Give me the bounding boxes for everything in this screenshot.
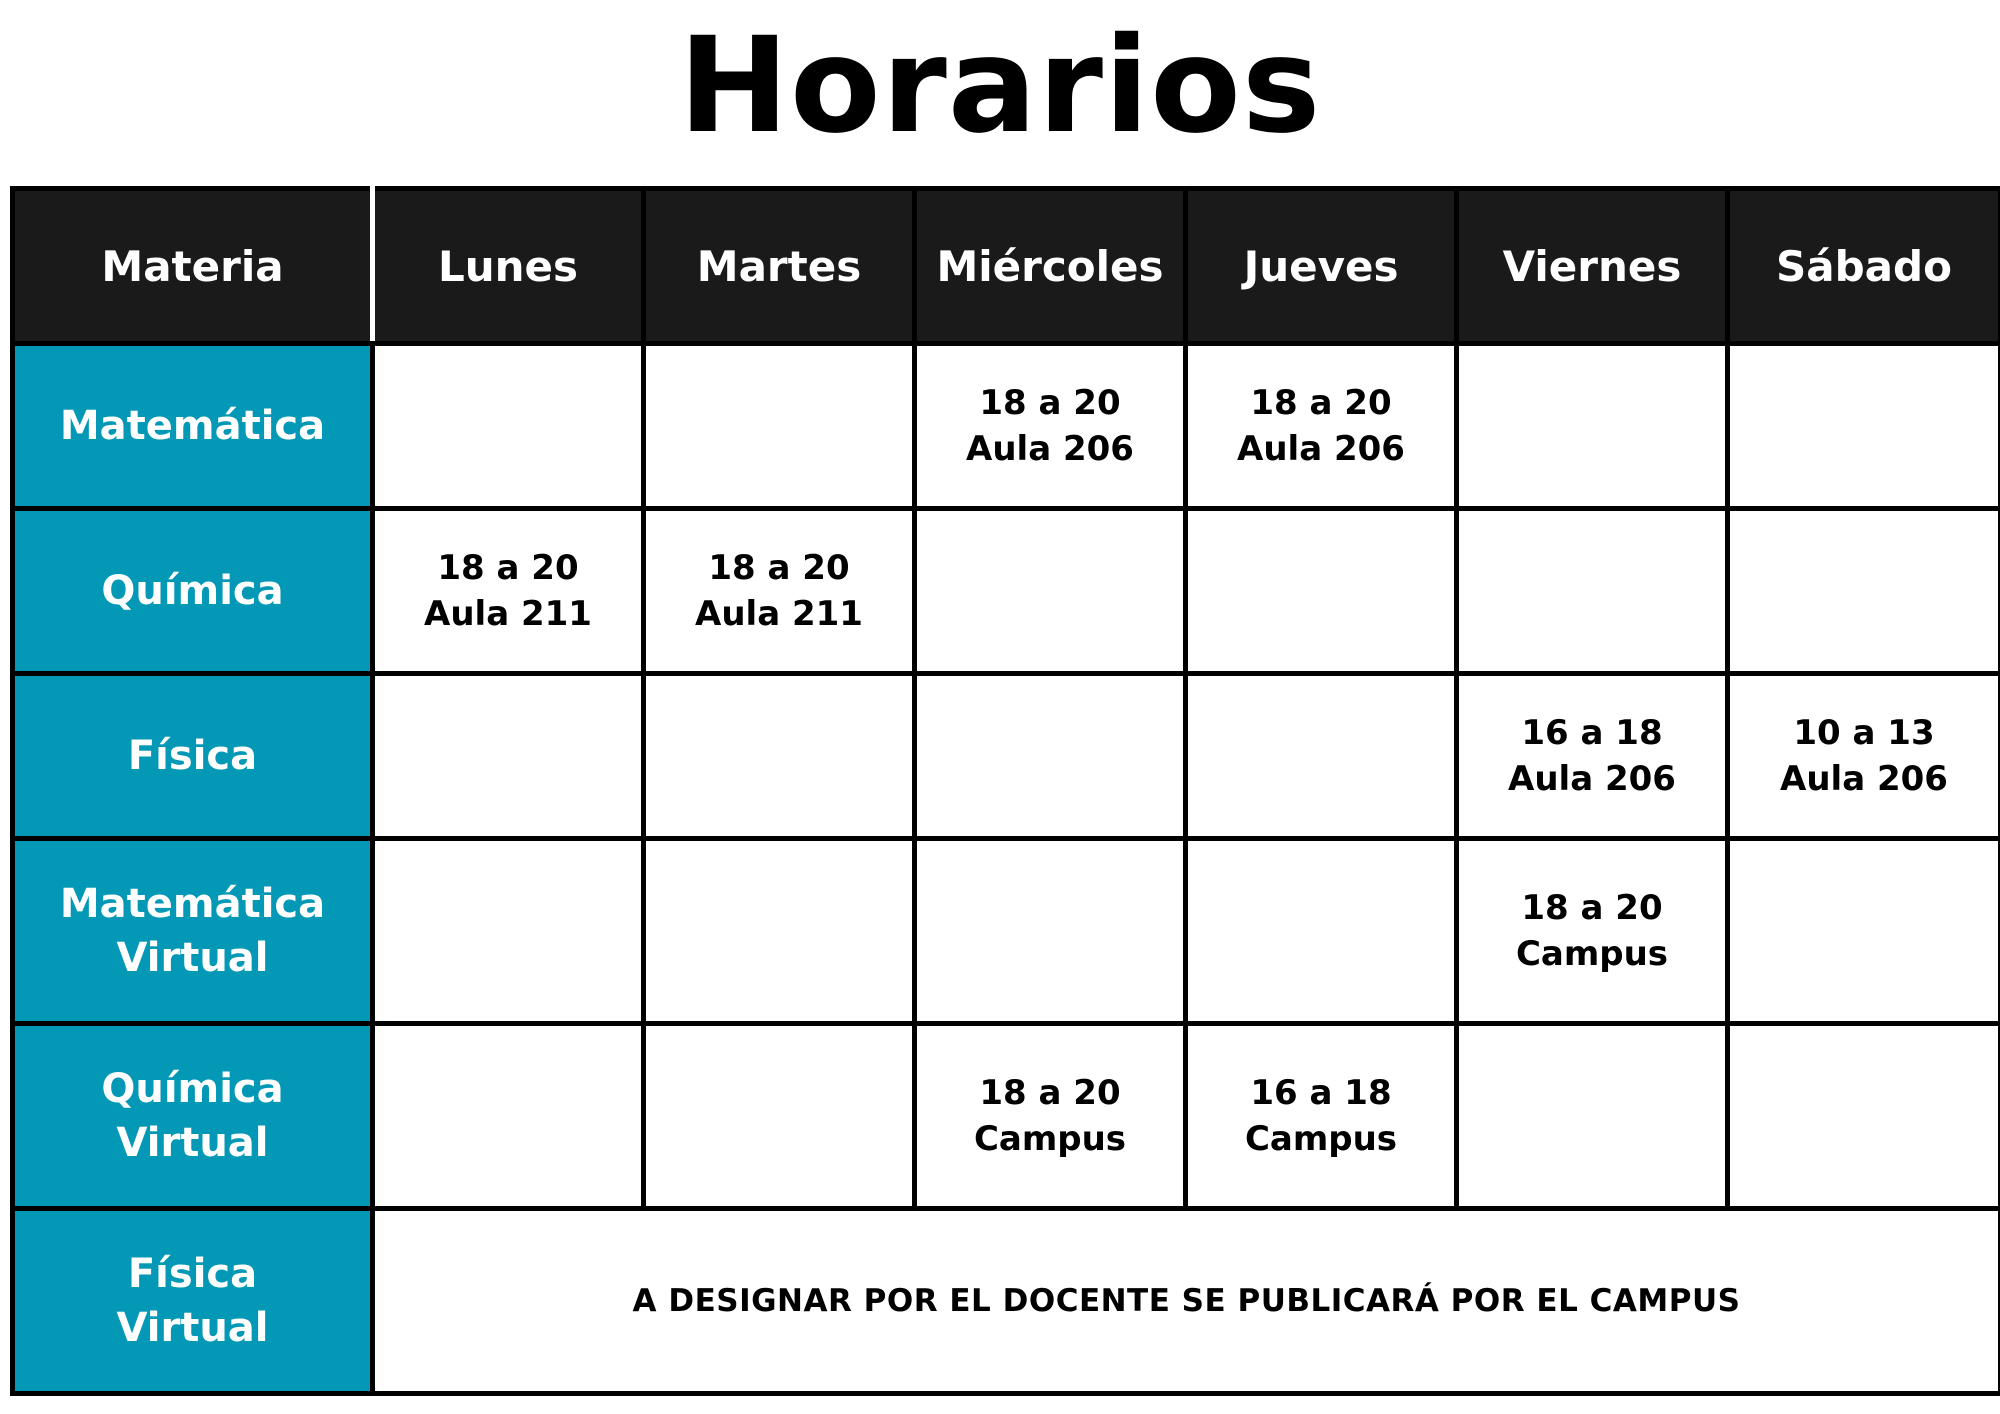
- empty-slot-cell: [1728, 344, 2000, 509]
- schedule-slot-cell: [373, 509, 644, 674]
- empty-slot-cell: [1728, 1024, 2000, 1209]
- slot-time: 16 a 18: [1250, 1073, 1392, 1113]
- schedule-slot-cell: [915, 344, 1186, 509]
- slot-place: Campus: [1244, 1119, 1398, 1159]
- header-day-martes: Martes: [644, 189, 915, 344]
- header-row: [13, 189, 2000, 344]
- subject-cell: [13, 1024, 373, 1209]
- slot-time: 16 a 18: [1521, 713, 1663, 753]
- empty-slot-cell: [373, 674, 644, 839]
- subject-cell: [13, 1209, 373, 1394]
- subject-cell: [13, 839, 373, 1024]
- header-day-miercoles: Miércoles: [915, 189, 1186, 344]
- empty-slot-cell: [915, 509, 1186, 674]
- header-day-jueves: Jueves: [1186, 189, 1457, 344]
- slot-time: 18 a 20: [1521, 888, 1663, 928]
- schedule-slot-cell: [1728, 674, 2000, 839]
- schedule-slot-cell: [915, 1024, 1186, 1209]
- empty-slot-cell: [644, 344, 915, 509]
- empty-slot-cell: [1457, 344, 1728, 509]
- subject-line: Matemática: [59, 403, 326, 449]
- table-row: [13, 674, 2000, 839]
- subject-line: Virtual: [116, 935, 269, 981]
- schedule-slot-cell: [1457, 674, 1728, 839]
- empty-slot-cell: [373, 1024, 644, 1209]
- subject-line: Virtual: [116, 1120, 269, 1166]
- subject-line: Matemática: [59, 881, 326, 927]
- subject-line: Química: [101, 568, 284, 614]
- slot-place: Aula 211: [424, 594, 592, 634]
- header-day-viernes: Viernes: [1457, 189, 1728, 344]
- slot-place: Campus: [1515, 934, 1669, 974]
- slot-time: 10 a 13: [1793, 713, 1935, 753]
- empty-slot-cell: [915, 839, 1186, 1024]
- slot-time: 18 a 20: [708, 548, 850, 588]
- slot-place: Aula 206: [966, 429, 1134, 469]
- empty-slot-cell: [1186, 839, 1457, 1024]
- empty-slot-cell: [1728, 839, 2000, 1024]
- subject-line: Física: [127, 733, 258, 779]
- table-row: [13, 509, 2000, 674]
- empty-slot-cell: [644, 839, 915, 1024]
- empty-slot-cell: [915, 674, 1186, 839]
- header-day-lunes: Lunes: [373, 189, 644, 344]
- header-day-sabado: Sábado: [1728, 189, 2000, 344]
- slot-place: Aula 206: [1508, 759, 1676, 799]
- slot-place: Aula 206: [1237, 429, 1405, 469]
- slot-place: Campus: [973, 1119, 1127, 1159]
- table-row: [13, 1024, 2000, 1209]
- schedule-table: [10, 186, 2000, 1396]
- empty-slot-cell: [1186, 509, 1457, 674]
- subject-cell: [13, 344, 373, 509]
- slot-time: 18 a 20: [979, 383, 1121, 423]
- empty-slot-cell: [1457, 1024, 1728, 1209]
- table-row-fisica-virtual: [13, 1209, 2000, 1394]
- slot-place: Aula 211: [695, 594, 863, 634]
- empty-slot-cell: [1457, 509, 1728, 674]
- schedule-slot-cell: [1457, 839, 1728, 1024]
- schedule-body: [13, 344, 2000, 1394]
- subject-line: Química: [101, 1066, 284, 1112]
- table-row: [13, 839, 2000, 1024]
- table-row: [13, 344, 2000, 509]
- slot-place: Aula 206: [1780, 759, 1948, 799]
- slot-time: 18 a 20: [437, 548, 579, 588]
- empty-slot-cell: [1186, 674, 1457, 839]
- schedule-slot-cell: [644, 509, 915, 674]
- schedule-slot-cell: [1186, 1024, 1457, 1209]
- subject-line: Física: [127, 1251, 258, 1297]
- schedule-slot-cell: [1186, 344, 1457, 509]
- empty-slot-cell: [644, 674, 915, 839]
- page-title: Horarios: [678, 9, 1322, 163]
- slot-time: 18 a 20: [979, 1073, 1121, 1113]
- empty-slot-cell: [373, 839, 644, 1024]
- empty-slot-cell: [373, 344, 644, 509]
- empty-slot-cell: [644, 1024, 915, 1209]
- subject-line: Virtual: [116, 1305, 269, 1351]
- slot-time: 18 a 20: [1250, 383, 1392, 423]
- empty-slot-cell: [1728, 509, 2000, 674]
- designation-note: A DESIGNAR POR EL DOCENTE SE PUBLICARÁ POR EL CAMPUS: [373, 1209, 2000, 1394]
- subject-cell: [13, 509, 373, 674]
- header-materia: Materia: [13, 189, 373, 344]
- subject-cell: [13, 674, 373, 839]
